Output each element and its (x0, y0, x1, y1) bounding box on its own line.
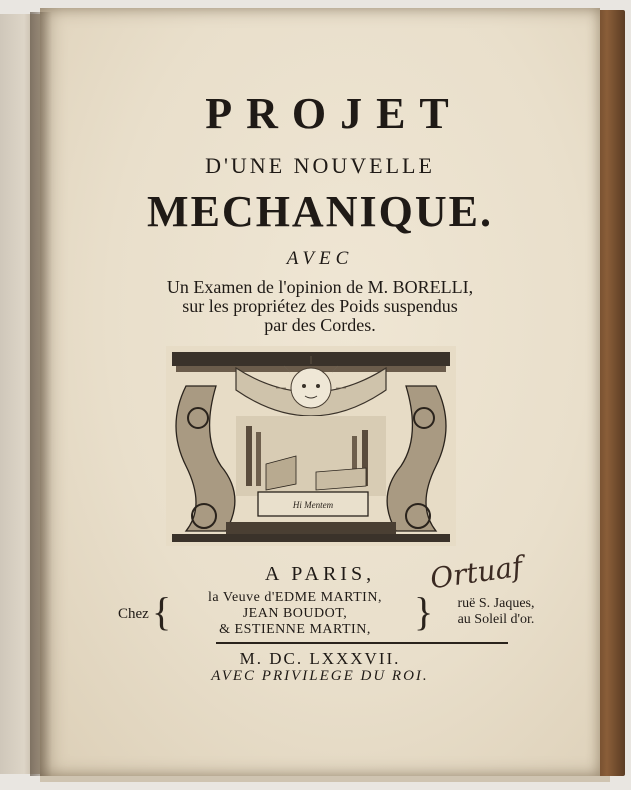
divider-rule (216, 642, 508, 644)
publisher-2: JEAN BOUDOT, (242, 606, 348, 621)
subtitle-block (40, 278, 600, 335)
right-brace: } (414, 589, 434, 634)
imprint-publishers (118, 590, 558, 638)
publisher-3: & ESTIENNE MARTIN, (219, 622, 371, 637)
handwritten-signature: Ortuaf (428, 549, 525, 596)
publisher-address (436, 596, 556, 628)
publisher-names (170, 590, 420, 638)
publisher-1: la Veuve d'EDME MARTIN, (208, 590, 382, 605)
chez-label: Chez (118, 606, 149, 622)
address-line-2: au Soleil d'or. (457, 612, 535, 627)
left-brace: { (152, 589, 172, 634)
title-avec: AVEC (286, 248, 354, 269)
title-page (40, 8, 600, 776)
spine-shadow (30, 12, 52, 776)
title-projet: PROJET (205, 89, 463, 138)
title-dune-nouvelle: D'UNE NOUVELLE (205, 153, 435, 178)
title-mechanique: MECHANIQUE. (147, 187, 493, 236)
address-line-1: ruë S. Jaques, (457, 596, 535, 611)
subtitle-line-3: par des Cordes. (264, 315, 376, 335)
plaque-text: Hi Mentem (292, 500, 334, 510)
subtitle-line-2: sur les propriétez des Poids suspendus (182, 296, 458, 316)
royal-privilege: AVEC PRIVILEGE DU ROI. (211, 668, 429, 684)
imprint-year: M. DC. LXXXVII. (239, 649, 401, 668)
imprint-city: A PARIS, (264, 563, 376, 585)
subtitle-line-1: Un Examen de l'opinion de M. BORELLI, (166, 277, 474, 297)
engraved-emblem (166, 346, 456, 546)
page-bottom-edge (40, 776, 610, 782)
